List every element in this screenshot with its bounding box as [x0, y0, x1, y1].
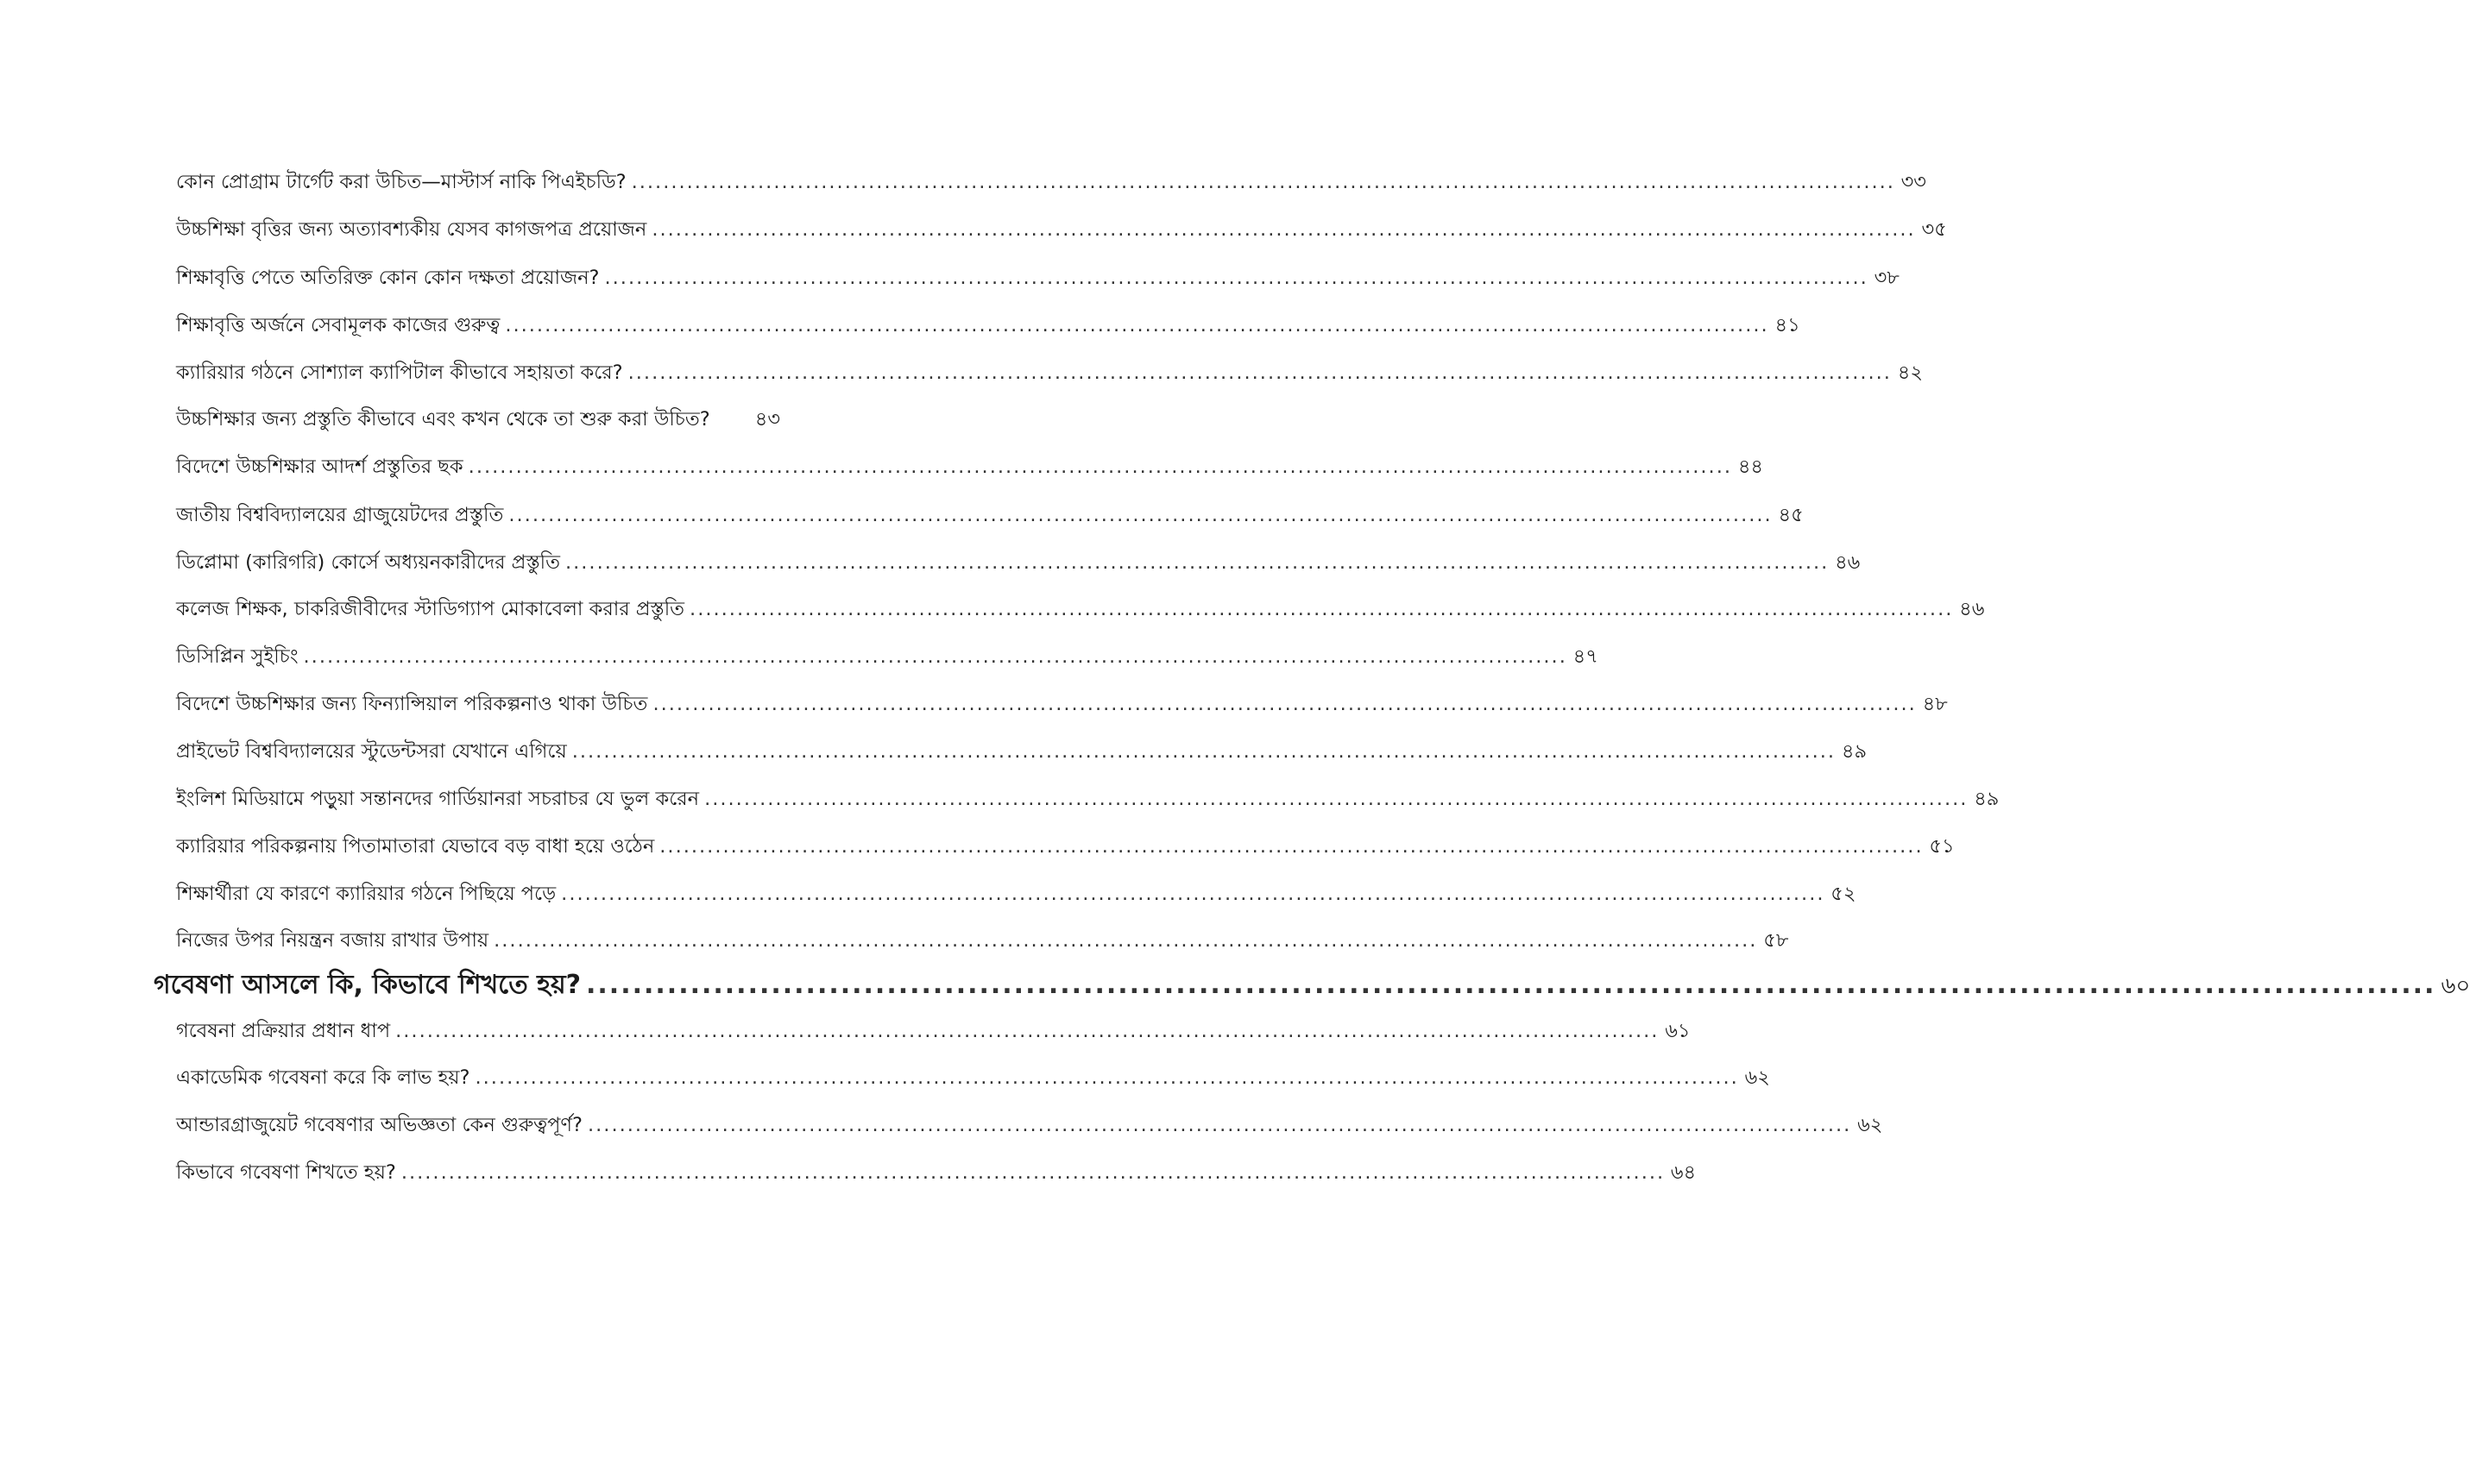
toc-entry-title: ক্যারিয়ার পরিকল্পনায় পিতামাতারা যেভাবে বড় বাধা হয়ে ওঠেন — [176, 835, 655, 858]
toc-entry-title: নিজের উপর নিয়ন্ত্রন বজায় রাখার উপায় — [176, 929, 489, 952]
toc-page-number: ৩৮ — [1874, 267, 1900, 289]
toc-entry-title: কোন প্রোগ্রাম টার্গেট করা উচিত—মাস্টার্স নাকি পিএইচডি? — [176, 171, 627, 193]
dot-leader: ................................................................................................................................................................ — [604, 267, 1868, 289]
dot-leader: ................................................................................................................................................................ — [704, 788, 1969, 810]
toc-page-number: ৪৭ — [1572, 645, 1598, 668]
toc-page-number: ৪৬ — [1959, 598, 1985, 620]
toc-entry — [176, 1065, 1770, 1091]
dot-leader: ................................................................................................................................................................ — [395, 1020, 1660, 1042]
toc-page-number: ৩৫ — [1921, 218, 1947, 241]
toc-entry-title: কলেজ শিক্ষক, চাকরিজীবীদের স্টাডিগ্যাপ মোকাবেলা করার প্রস্তুতি — [176, 598, 685, 620]
toc-entry — [176, 739, 1868, 764]
toc-entry — [176, 596, 1985, 622]
toc-entry-title: একাডেমিক গবেষনা করে কি লাভ হয়? — [176, 1066, 470, 1089]
toc-entry — [176, 454, 1764, 480]
toc-page-number: ৫১ — [1929, 835, 1955, 858]
toc-entry-title: গবেষণা আসলে কি, কিভাবে শিখতে হয়? — [154, 970, 582, 1000]
toc-page-number: ৪৬ — [1835, 551, 1861, 574]
dot-leader: ................................................................................................................................................................ — [627, 362, 1892, 384]
toc-page-number: ৬৪ — [1670, 1161, 1697, 1184]
toc-entry-title: শিক্ষার্থীরা যে কারণে ক্যারিয়ার গঠনে পিছিয়ে পড়ে — [176, 883, 557, 905]
toc-entry-title: গবেষনা প্রক্রিয়ার প্রধান ধাপ — [176, 1020, 391, 1042]
toc-page-number: ৬২ — [1744, 1066, 1770, 1089]
dot-leader: ................................................................................................................................................................ — [586, 970, 2436, 1000]
toc-entry — [176, 1018, 1691, 1044]
dot-leader: ................................................................................................................................................................ — [494, 929, 1758, 952]
toc-entry — [176, 312, 1800, 338]
toc-entry — [176, 360, 1923, 386]
toc-entry-title: বিদেশে উচ্চশিক্ষার আদর্শ প্রস্তুতির ছক — [176, 456, 463, 478]
toc-entry-title: উচ্চশিক্ষার জন্য প্রস্তুতি কীভাবে এবং কখন থেকে তা শুরু করা উচিত? — [176, 408, 710, 431]
toc-entry — [176, 406, 780, 432]
toc-entry — [176, 265, 1900, 291]
toc-page-number: ৪৪ — [1737, 456, 1764, 478]
toc-page-number: ৪৮ — [1922, 693, 1948, 715]
dot-leader: ................................................................................................................................................................ — [303, 645, 1567, 668]
toc-entry — [176, 502, 1804, 528]
toc-entry — [176, 691, 1948, 717]
dot-leader: ................................................................................................................................................................ — [508, 504, 1773, 526]
toc-entry — [176, 550, 1861, 575]
dot-leader: ................................................................................................................................................................ — [652, 218, 1916, 241]
toc-entry — [176, 928, 1789, 953]
dot-leader: ................................................................................................................................................................ — [587, 1114, 1852, 1136]
toc-entry — [176, 644, 1598, 670]
toc-page-number: ৪৯ — [1841, 740, 1868, 763]
dot-leader: ................................................................................................................................................................ — [561, 883, 1825, 905]
toc-entry — [176, 786, 2000, 812]
dot-leader: ................................................................................................................................................................ — [571, 740, 1837, 763]
toc-page-number: ৪৩ — [754, 408, 780, 431]
toc-entry — [176, 881, 1856, 907]
dot-leader: ................................................................................................................................................................ — [564, 551, 1830, 574]
toc-page-number: ৩৩ — [1900, 171, 1926, 193]
toc-entry — [176, 217, 1947, 242]
toc-entry-title: জাতীয় বিশ্ববিদ্যালয়ের গ্রাজুয়েটদের প্রস্তুতি — [176, 504, 504, 526]
toc-page-number: ৪৯ — [1974, 788, 2000, 810]
toc-page-number: ৬১ — [1665, 1020, 1691, 1042]
toc-entry — [176, 833, 1955, 859]
toc-page-number: ৪২ — [1897, 362, 1923, 384]
dot-leader: ................................................................................................................................................................ — [468, 456, 1733, 478]
dot-leader: ................................................................................................................................................................ — [631, 171, 1895, 193]
toc-entry-title: বিদেশে উচ্চশিক্ষার জন্য ফিন্যান্সিয়াল পরিকল্পনাও থাকা উচিত — [176, 693, 648, 715]
toc-section-heading — [154, 970, 2470, 1002]
toc-page-number: ৪৫ — [1778, 504, 1804, 526]
toc-page-number: ৬০ — [2441, 973, 2470, 999]
toc-entry-title: শিক্ষাবৃত্তি পেতে অতিরিক্ত কোন কোন দক্ষতা প্রয়োজন? — [176, 267, 600, 289]
toc-entry — [176, 1160, 1697, 1185]
dot-leader: ................................................................................................................................................................ — [659, 835, 1924, 858]
toc-entry-title: কিভাবে গবেষণা শিখতে হয়? — [176, 1161, 396, 1184]
toc-entry-title: শিক্ষাবৃত্তি অর্জনে সেবামূলক কাজের গুরুত্ব — [176, 314, 501, 336]
dot-leader: ................................................................................................................................................................ — [505, 314, 1769, 336]
toc-entry-title: ডিসিপ্লিন সুইচিং — [176, 645, 299, 668]
toc-page-number: ৫২ — [1830, 883, 1856, 905]
toc-entry-title: ডিপ্লোমা (কারিগরি) কোর্সে অধ্যয়নকারীদের প্রস্তুতি — [176, 551, 560, 574]
toc-page-number: ৪১ — [1774, 314, 1800, 336]
dot-leader: ................................................................................................................................................................ — [475, 1066, 1739, 1089]
dot-leader: ................................................................................................................................................................ — [400, 1161, 1666, 1184]
dot-leader: ................................................................................................................................................................ — [652, 693, 1917, 715]
toc-entry-title: ইংলিশ মিডিয়ামে পড়ুয়া সন্তানদের গার্ডিয়ানরা সচরাচর যে ভুল করেন — [176, 788, 700, 810]
toc-page-number: ৫৮ — [1763, 929, 1789, 952]
dot-leader: ................................................................................................................................................................ — [690, 598, 1954, 620]
toc-entry — [176, 1112, 1883, 1138]
toc-page-number: ৬২ — [1857, 1114, 1883, 1136]
toc-entry-title: আন্ডারগ্রাজুয়েট গবেষণার অভিজ্ঞতা কেন গুরুত্বপূর্ণ? — [176, 1114, 583, 1136]
toc-entry-title: প্রাইভেট বিশ্ববিদ্যালয়ের স্টুডেন্টসরা যেখানে এগিয়ে — [176, 740, 567, 763]
toc-entry-title: ক্যারিয়ার গঠনে সোশ্যাল ক্যাপিটাল কীভাবে সহায়তা করে? — [176, 362, 623, 384]
toc-entry-title: উচ্চশিক্ষা বৃত্তির জন্য অত্যাবশ্যকীয় যেসব কাগজপত্র প্রয়োজন — [176, 218, 647, 241]
toc-entry — [176, 169, 1926, 195]
